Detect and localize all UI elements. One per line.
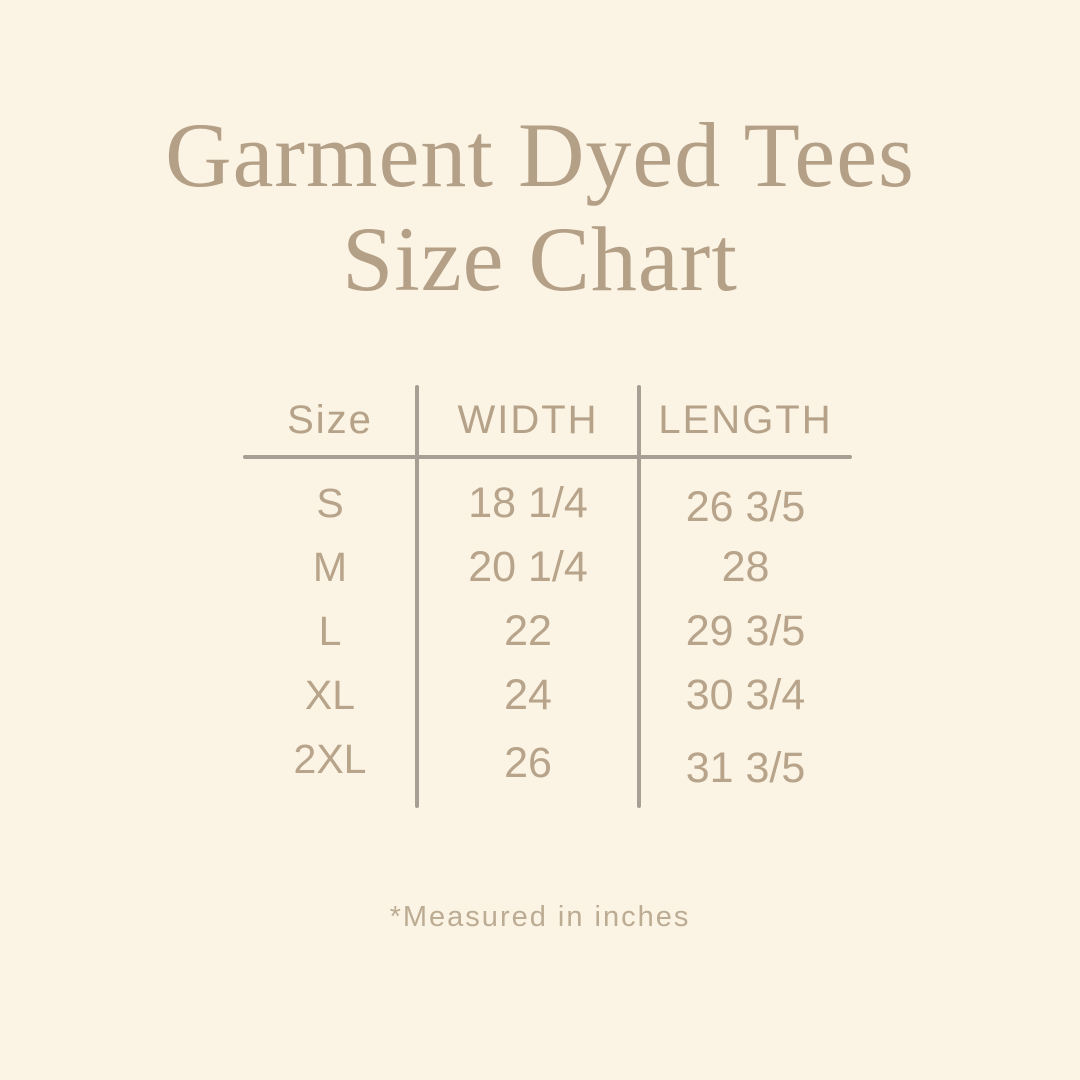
header-length: LENGTH	[658, 397, 833, 442]
header-divider	[243, 455, 852, 459]
length-cell: 26 3/5	[685, 482, 806, 531]
size-cell: L	[318, 607, 342, 654]
width-cell: 18 1/4	[468, 478, 588, 527]
width-cell: 22	[504, 606, 552, 655]
width-cell: 26	[504, 738, 552, 787]
length-cell: 28	[721, 542, 770, 591]
width-cell: 20 1/4	[468, 542, 588, 591]
size-cell: XL	[304, 671, 356, 718]
table-row	[243, 727, 852, 791]
table-row	[243, 663, 852, 727]
page-title-line-1: Garment Dyed Tees	[165, 104, 915, 206]
size-table-header-row	[243, 385, 852, 455]
length-cell: 30 3/4	[685, 670, 806, 719]
width-cell: 24	[504, 670, 552, 719]
header-width: WIDTH	[457, 397, 599, 442]
size-cell: 2XL	[293, 735, 367, 782]
size-table-body	[243, 471, 852, 791]
length-cell: 31 3/5	[685, 743, 806, 792]
page-title-line-2: Size Chart	[342, 207, 738, 310]
size-cell: S	[316, 479, 344, 526]
footnote: *Measured in inches	[389, 901, 691, 933]
size-table	[243, 385, 852, 791]
page-title	[0, 104, 1080, 312]
table-row	[243, 599, 852, 663]
length-cell: 29 3/5	[685, 606, 806, 655]
table-row	[243, 535, 852, 599]
table-row	[243, 471, 852, 535]
header-size: Size	[287, 397, 373, 442]
size-cell: M	[312, 543, 348, 590]
